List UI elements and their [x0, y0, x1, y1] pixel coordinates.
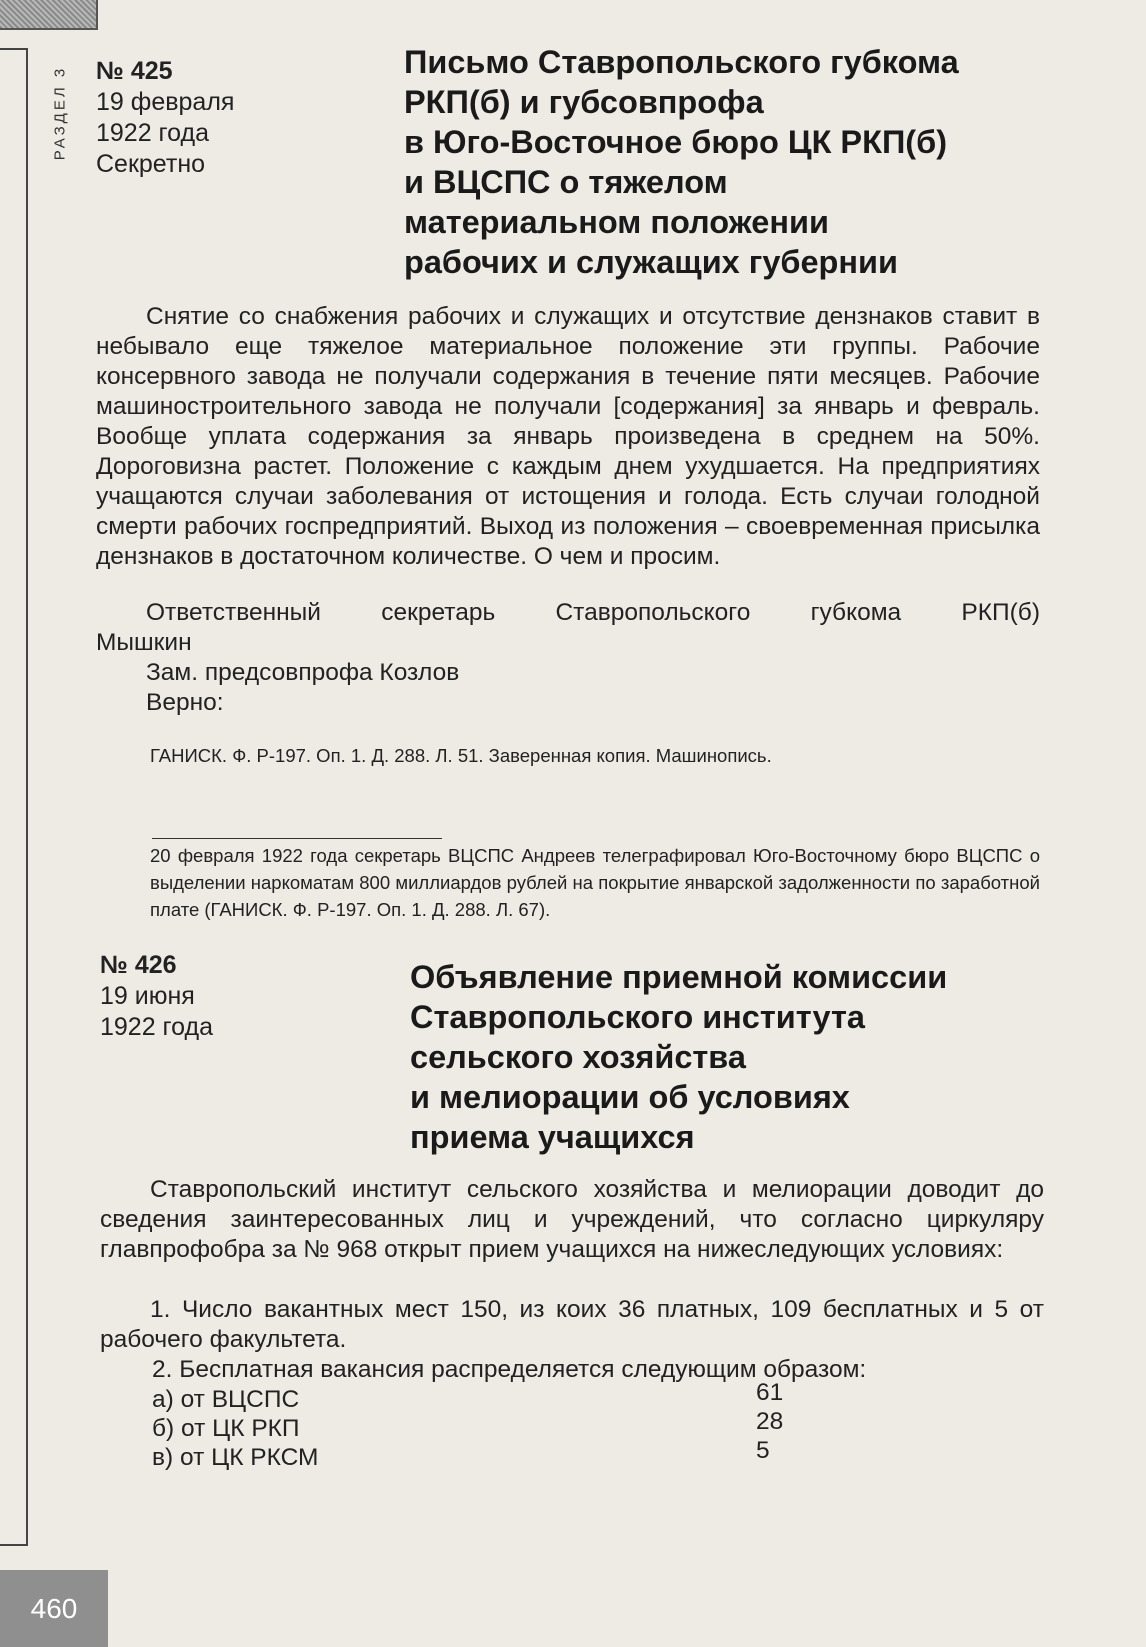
doc425-title-line: и ВЦСПС о тяжелом [404, 164, 728, 200]
doc426-item2: 2. Бесплатная вакансия распределяется следующим образом: [152, 1356, 867, 1383]
doc425-body [96, 302, 1040, 572]
doc425-title-line: Письмо Ставропольского губкома [404, 44, 959, 80]
doc426-title-line: Ставропольского института [410, 999, 865, 1035]
doc425-source: ГАНИСК. Ф. Р-197. Оп. 1. Д. 288. Л. 51. Заверенная копия. Машинопись. [150, 745, 772, 766]
doc425-date-year: 1922 года [96, 119, 209, 147]
margin-rule [26, 48, 28, 1544]
doc426-item1-text: 1. Число вакантных мест 150, из коих 36 платных, 109 бесплатных и 5 от рабочего факультета. [100, 1296, 1044, 1353]
doc426-title [410, 957, 1090, 1157]
doc425-certified: Верно: [146, 689, 224, 716]
allocation-value: 5 [756, 1437, 770, 1464]
doc426-title-line: и мелиорации об условиях [410, 1079, 850, 1115]
corner-tab-decoration [0, 0, 98, 30]
doc425-footnote: 20 февраля 1922 года секретарь ВЦСПС Андреев телеграфировал Юго-Восточному бюро ВЦСПС о выделении наркоматам 800 миллиардов рублей на покрытие январской задолженности по заработной плате (ГАНИСК. Ф. Р-197. Оп. 1. Д. 288. Л. 67). [150, 845, 1040, 920]
doc426-date-day: 19 июня [100, 982, 195, 1010]
margin-tick-top [0, 48, 28, 50]
doc425-title-line: в Юго-Восточное бюро ЦК РКП(б) [404, 124, 948, 160]
doc425-title [404, 42, 1084, 282]
doc426-intro-text: Ставропольский институт сельского хозяйства и мелиорации доводит до сведения заинтересованных лиц и учреждений, что согласно циркуляру главпрофобра за № 968 открыт прием учащихся на нижеследующих условиях: [100, 1176, 1044, 1263]
doc425-meta [96, 56, 386, 180]
doc425-date-day: 19 февраля [96, 88, 235, 116]
doc426-title-line: приема учащихся [410, 1119, 695, 1155]
doc426-meta [100, 950, 390, 1043]
doc425-title-line: материальном положении [404, 204, 829, 240]
doc425-title-line: рабочих и служащих губернии [404, 244, 898, 280]
doc425-signature-1a: Ответственный секретарь Ставропольского губкома РКП(б) [146, 599, 1040, 626]
doc426-date-year: 1922 года [100, 1013, 213, 1041]
doc425-signature-1b: Мышкин [96, 629, 192, 656]
allocation-value: 61 [756, 1379, 784, 1406]
footnote-divider [152, 838, 442, 839]
allocation-label: а) от ВЦСПС [152, 1386, 300, 1413]
allocation-value: 28 [756, 1408, 784, 1435]
margin-tick-bottom [0, 1544, 28, 1546]
doc426-number: № 426 [100, 951, 177, 979]
doc425-body-text: Снятие со снабжения рабочих и служащих и отсутствие дензнаков ставит в небывало еще тяжелое материальное положение эти группы. Рабочие консервного завода не получали содержания в течение пяти месяцев. Рабочие машиностроительного завода не получали [содержания] за январь и февраль. Вообще уплата содержания за январь произведена в среднем на 50%. Дороговизна растет. Положение с каждым днем ухудшается. На предприятиях учащаются случаи заболевания от истощения и голода. Есть случаи голодной смерти рабочих госпредприятий. Выход из положения – своевременная присылка дензнаков в достаточном количестве. О чем и просим. [96, 303, 1040, 570]
allocation-label: б) от ЦК РКП [152, 1415, 300, 1442]
doc426-title-line: Объявление приемной комиссии [410, 959, 948, 995]
allocation-label: в) от ЦК РКСМ [152, 1444, 319, 1471]
doc426-item1 [100, 1295, 1044, 1355]
doc425-title-line: РКП(б) и губсовпрофа [404, 84, 764, 120]
page-number: 460 [30, 1593, 78, 1624]
doc426-intro [100, 1175, 1044, 1265]
doc425-signature-2: Зам. предсовпрофа Козлов [146, 659, 460, 686]
doc425-number: № 425 [96, 57, 173, 85]
doc425-classification: Секретно [96, 150, 206, 178]
doc426-title-line: сельского хозяйства [410, 1039, 746, 1075]
section-label: РАЗДЕЛ 3 [51, 65, 69, 161]
